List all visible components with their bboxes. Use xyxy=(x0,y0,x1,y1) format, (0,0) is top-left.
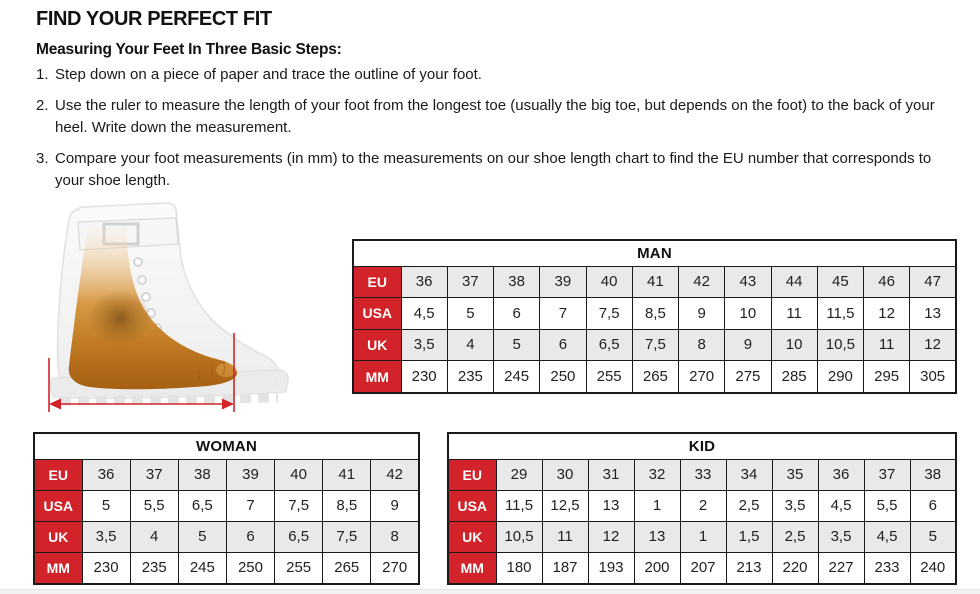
table-title-woman: WOMAN xyxy=(34,433,419,459)
size-cell: 11 xyxy=(771,298,817,330)
size-cell: 7,5 xyxy=(586,298,632,330)
size-cell: 46 xyxy=(864,266,910,298)
row-label-eu: EU xyxy=(34,459,82,490)
size-cell: 34 xyxy=(726,459,772,490)
size-cell: 1 xyxy=(680,521,726,552)
size-cell: 245 xyxy=(178,552,226,584)
size-cell: 285 xyxy=(771,361,817,393)
size-cell: 305 xyxy=(910,361,956,393)
size-cell: 2 xyxy=(680,490,726,521)
size-cell: 2,5 xyxy=(772,521,818,552)
measuring-steps-list xyxy=(36,64,962,201)
size-cell: 30 xyxy=(542,459,588,490)
size-cell: 4,5 xyxy=(864,521,910,552)
size-cell: 39 xyxy=(540,266,586,298)
size-cell: 6,5 xyxy=(178,490,226,521)
page-title: FIND YOUR PERFECT FIT xyxy=(36,8,272,30)
size-cell: 35 xyxy=(772,459,818,490)
size-cell: 1 xyxy=(634,490,680,521)
size-cell: 38 xyxy=(178,459,226,490)
size-cell: 42 xyxy=(679,266,725,298)
size-cell: 7,5 xyxy=(275,490,323,521)
size-cell: 7 xyxy=(540,298,586,330)
size-cell: 10,5 xyxy=(817,329,863,361)
step-text: Compare your foot measurements (in mm) to the measurements on our shoe length chart to find the EU number that corresponds to your shoe length. xyxy=(55,150,932,189)
step-number: 3. xyxy=(36,150,49,167)
step-number: 1. xyxy=(36,66,49,83)
size-cell: 13 xyxy=(910,298,956,330)
size-cell: 42 xyxy=(371,459,419,490)
size-cell: 3,5 xyxy=(401,329,447,361)
size-cell: 37 xyxy=(447,266,493,298)
size-cell: 38 xyxy=(494,266,540,298)
size-cell: 38 xyxy=(910,459,956,490)
size-cell: 43 xyxy=(725,266,771,298)
measuring-step xyxy=(36,148,962,192)
size-cell: 40 xyxy=(586,266,632,298)
size-cell: 235 xyxy=(447,361,493,393)
size-cell: 40 xyxy=(275,459,323,490)
size-cell: 235 xyxy=(130,552,178,584)
size-cell: 290 xyxy=(817,361,863,393)
size-cell: 3,5 xyxy=(82,521,130,552)
size-cell: 5 xyxy=(178,521,226,552)
kid-size-table-container xyxy=(447,432,957,585)
boot-foot-measurement-illustration xyxy=(18,200,318,428)
size-cell: 180 xyxy=(496,552,542,584)
size-table-kid xyxy=(447,432,957,585)
size-cell: 295 xyxy=(864,361,910,393)
size-cell: 29 xyxy=(496,459,542,490)
row-label-uk: UK xyxy=(34,521,82,552)
size-cell: 13 xyxy=(634,521,680,552)
size-cell: 11,5 xyxy=(496,490,542,521)
row-label-mm: MM xyxy=(448,552,496,584)
size-cell: 9 xyxy=(371,490,419,521)
size-cell: 36 xyxy=(818,459,864,490)
size-cell: 8 xyxy=(679,329,725,361)
size-cell: 5 xyxy=(82,490,130,521)
size-cell: 270 xyxy=(371,552,419,584)
measuring-step xyxy=(36,64,962,86)
table-title-kid: KID xyxy=(448,433,956,459)
size-cell: 33 xyxy=(680,459,726,490)
size-cell: 265 xyxy=(323,552,371,584)
size-cell: 5,5 xyxy=(864,490,910,521)
size-cell: 4,5 xyxy=(401,298,447,330)
size-cell: 9 xyxy=(725,329,771,361)
step-number: 2. xyxy=(36,97,49,114)
size-cell: 10,5 xyxy=(496,521,542,552)
size-cell: 41 xyxy=(632,266,678,298)
size-cell: 275 xyxy=(725,361,771,393)
size-cell: 47 xyxy=(910,266,956,298)
section-subtitle: Measuring Your Feet In Three Basic Steps: xyxy=(36,41,342,58)
row-label-usa: USA xyxy=(448,490,496,521)
size-cell: 44 xyxy=(771,266,817,298)
size-cell: 6,5 xyxy=(275,521,323,552)
size-cell: 12 xyxy=(588,521,634,552)
size-cell: 37 xyxy=(864,459,910,490)
size-cell: 3,5 xyxy=(818,521,864,552)
woman-size-table-container xyxy=(33,432,420,585)
size-cell: 10 xyxy=(771,329,817,361)
size-cell: 227 xyxy=(818,552,864,584)
size-cell: 270 xyxy=(679,361,725,393)
step-text: Step down on a piece of paper and trace the outline of your foot. xyxy=(55,66,482,83)
size-cell: 12 xyxy=(864,298,910,330)
size-cell: 36 xyxy=(401,266,447,298)
size-cell: 4,5 xyxy=(818,490,864,521)
size-cell: 6 xyxy=(226,521,274,552)
size-cell: 8 xyxy=(371,521,419,552)
size-cell: 4 xyxy=(130,521,178,552)
size-cell: 245 xyxy=(494,361,540,393)
size-cell: 250 xyxy=(226,552,274,584)
size-cell: 12,5 xyxy=(542,490,588,521)
row-label-eu: EU xyxy=(448,459,496,490)
size-cell: 5,5 xyxy=(130,490,178,521)
man-size-table-container xyxy=(352,239,957,394)
size-cell: 220 xyxy=(772,552,818,584)
size-cell: 1,5 xyxy=(726,521,772,552)
size-cell: 9 xyxy=(679,298,725,330)
page-bottom-divider xyxy=(0,589,980,594)
size-cell: 3,5 xyxy=(772,490,818,521)
size-cell: 193 xyxy=(588,552,634,584)
size-cell: 11 xyxy=(542,521,588,552)
size-cell: 240 xyxy=(910,552,956,584)
size-cell: 45 xyxy=(817,266,863,298)
size-cell: 230 xyxy=(401,361,447,393)
size-cell: 39 xyxy=(226,459,274,490)
size-cell: 6 xyxy=(910,490,956,521)
size-cell: 213 xyxy=(726,552,772,584)
row-label-eu: EU xyxy=(353,266,401,298)
size-cell: 11 xyxy=(864,329,910,361)
size-cell: 265 xyxy=(632,361,678,393)
row-label-uk: UK xyxy=(353,329,401,361)
size-cell: 10 xyxy=(725,298,771,330)
size-table-woman xyxy=(33,432,420,585)
size-cell: 8,5 xyxy=(632,298,678,330)
size-cell: 207 xyxy=(680,552,726,584)
size-cell: 255 xyxy=(275,552,323,584)
size-cell: 233 xyxy=(864,552,910,584)
size-cell: 6 xyxy=(540,329,586,361)
size-cell: 2,5 xyxy=(726,490,772,521)
measuring-step xyxy=(36,95,962,139)
size-cell: 7,5 xyxy=(323,521,371,552)
size-cell: 5 xyxy=(447,298,493,330)
size-cell: 200 xyxy=(634,552,680,584)
size-cell: 7 xyxy=(226,490,274,521)
step-text: Use the ruler to measure the length of your foot from the longest toe (usually the big toe, but depends on the foot) to the back of your heel. Write down the measurement. xyxy=(55,97,935,136)
row-label-uk: UK xyxy=(448,521,496,552)
size-table-man xyxy=(352,239,957,394)
row-label-mm: MM xyxy=(353,361,401,393)
size-cell: 250 xyxy=(540,361,586,393)
size-cell: 230 xyxy=(82,552,130,584)
size-cell: 7,5 xyxy=(632,329,678,361)
size-cell: 32 xyxy=(634,459,680,490)
table-title-man: MAN xyxy=(353,240,956,266)
size-cell: 12 xyxy=(910,329,956,361)
size-cell: 37 xyxy=(130,459,178,490)
size-cell: 8,5 xyxy=(323,490,371,521)
size-cell: 36 xyxy=(82,459,130,490)
size-cell: 4 xyxy=(447,329,493,361)
size-cell: 11,5 xyxy=(817,298,863,330)
size-cell: 5 xyxy=(910,521,956,552)
row-label-usa: USA xyxy=(34,490,82,521)
size-cell: 41 xyxy=(323,459,371,490)
size-cell: 6 xyxy=(494,298,540,330)
row-label-mm: MM xyxy=(34,552,82,584)
size-cell: 13 xyxy=(588,490,634,521)
size-cell: 187 xyxy=(542,552,588,584)
size-cell: 6,5 xyxy=(586,329,632,361)
size-cell: 5 xyxy=(494,329,540,361)
size-cell: 255 xyxy=(586,361,632,393)
row-label-usa: USA xyxy=(353,298,401,330)
size-cell: 31 xyxy=(588,459,634,490)
